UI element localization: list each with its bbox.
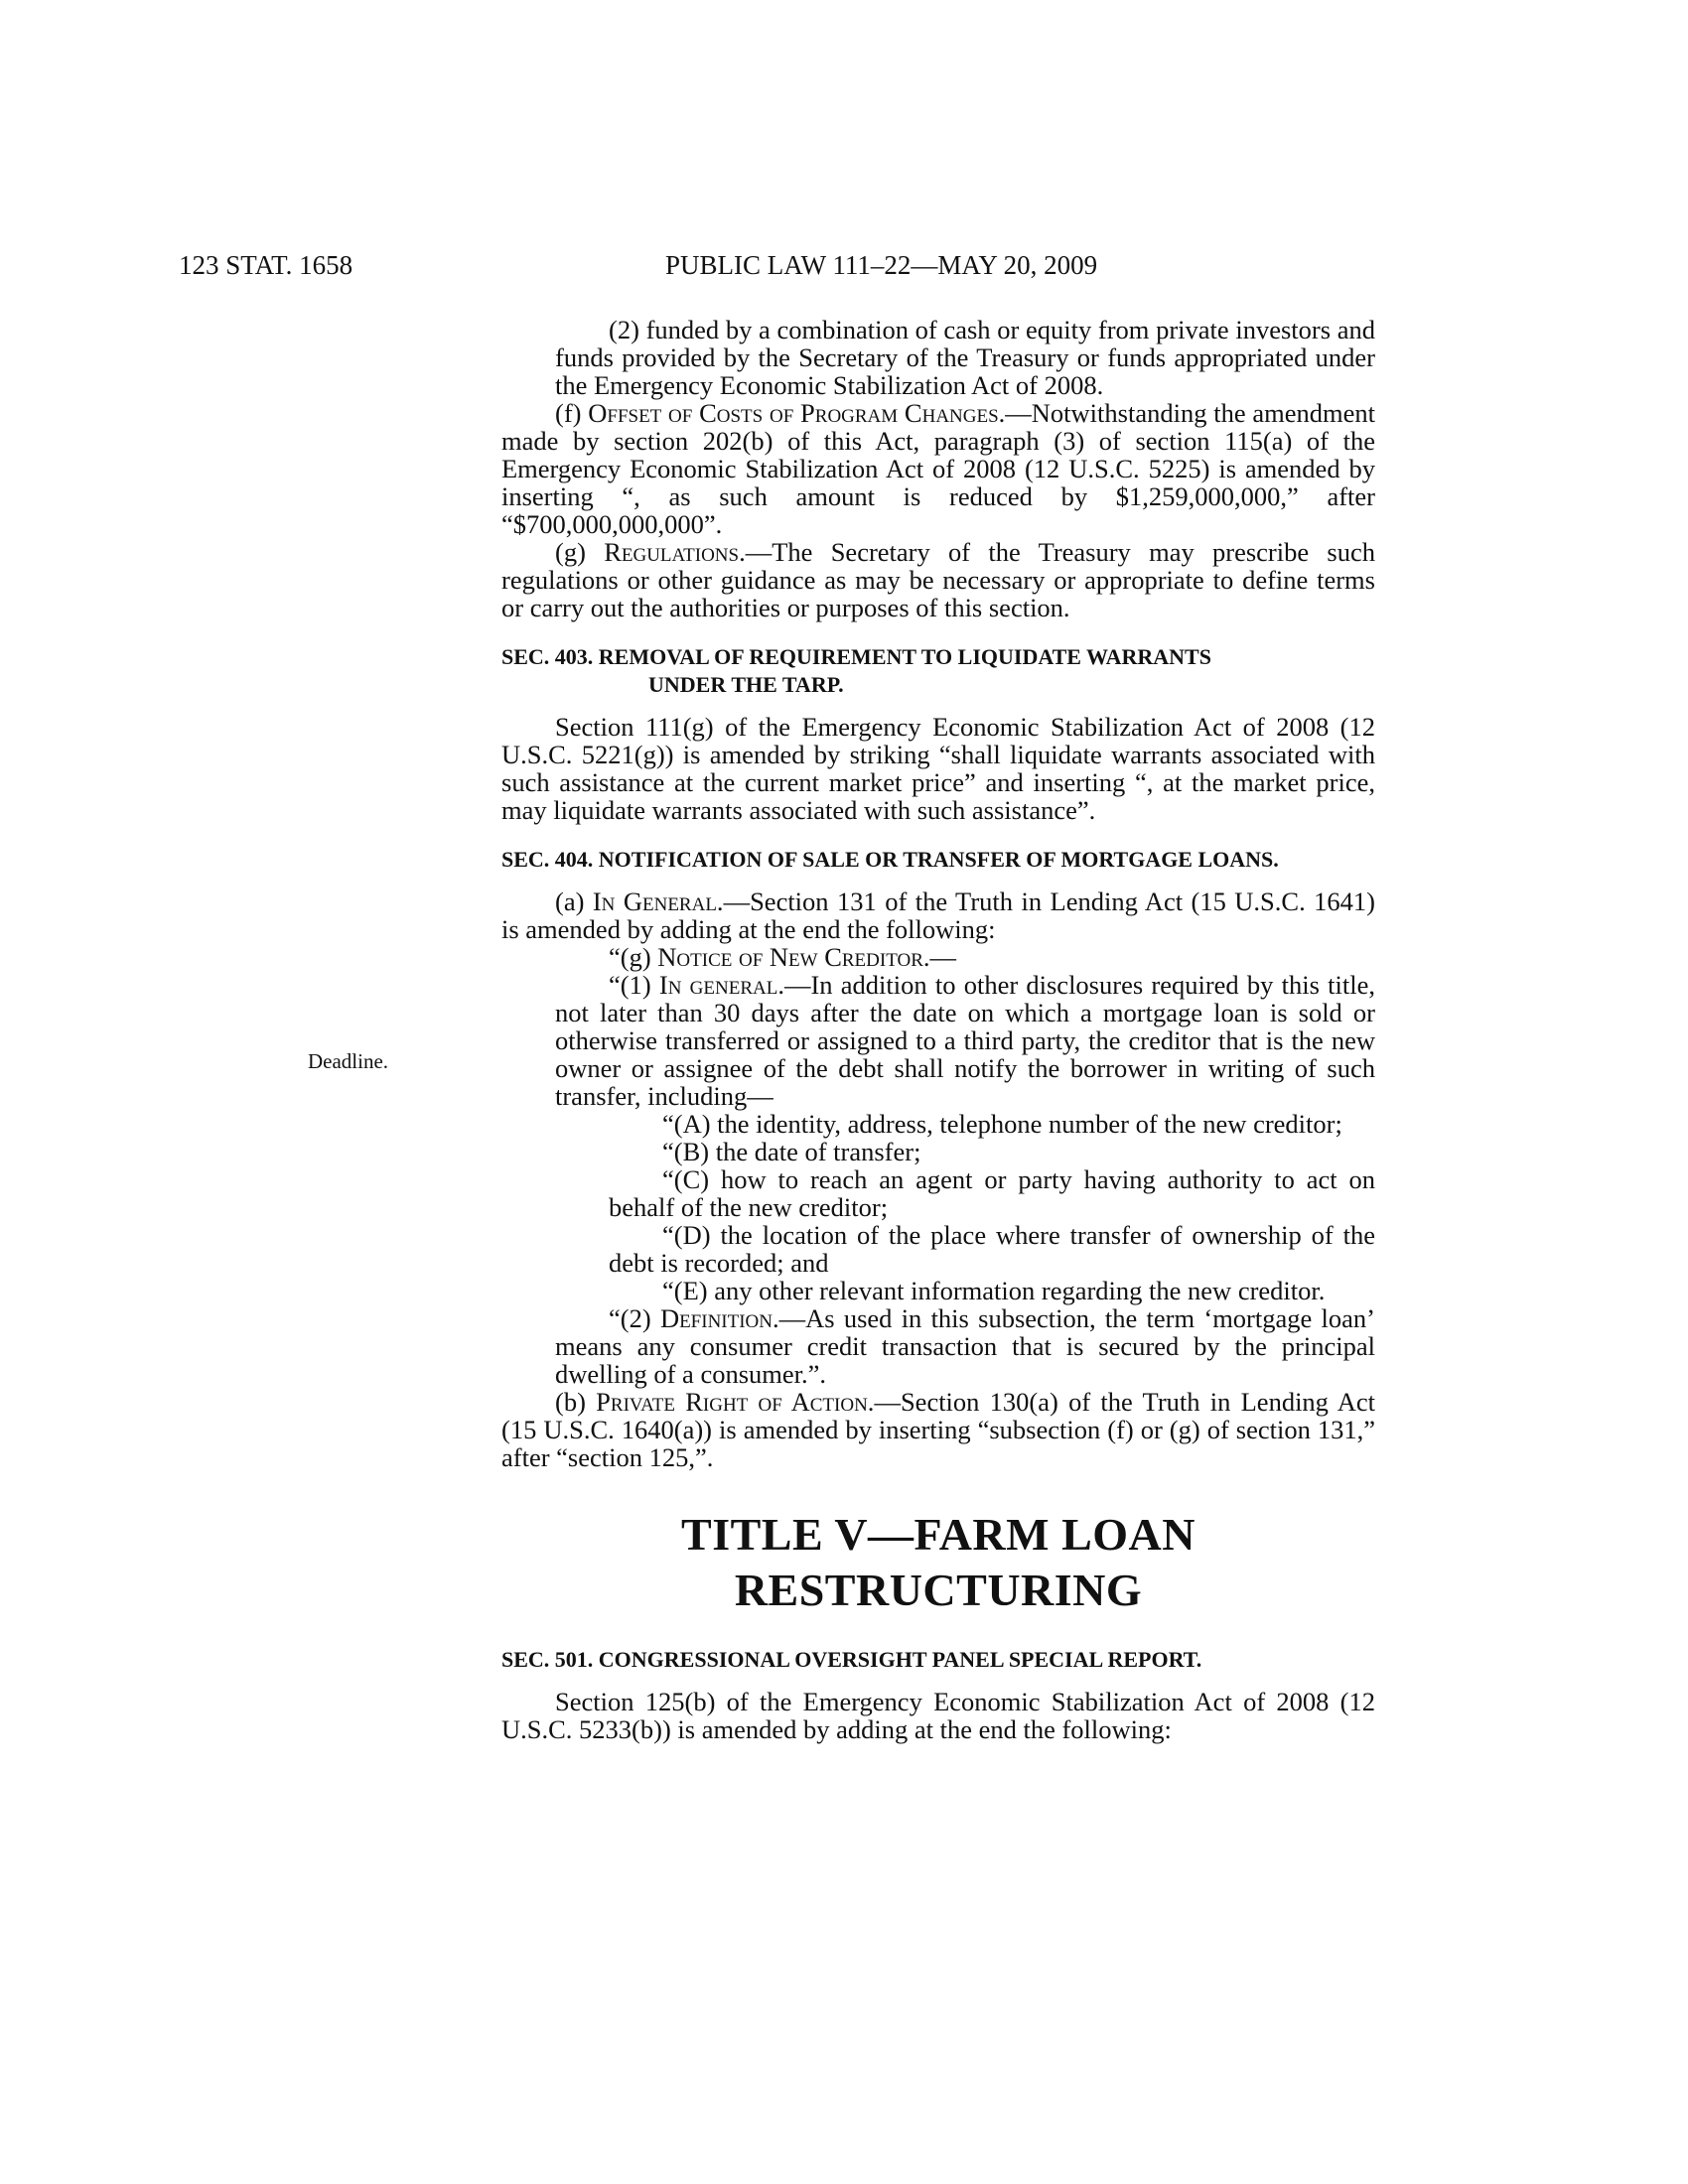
subsection-g-label: (g) [555,537,605,567]
paragraph-1-label: “(1) [609,970,659,1000]
notice-of-new-creditor [501,943,1375,971]
section-501-heading: SEC. 501. CONGRESSIONAL OVERSIGHT PANEL SPECIAL REPORT. [501,1647,1202,1672]
paragraph-2-text: —As used in this subsection, the term ‘mortgage loan’ means any consumer credit transaction that is secured by the principal dwelling of a consumer.”. [555,1303,1375,1389]
stat-page-number: 123 STAT. 1658 [179,250,353,280]
item-a: “(A) the identity, address, telephone number of the new creditor; [662,1109,1342,1139]
section-404-subsection-a [501,887,1375,943]
section-404-a-caption: In General. [592,887,724,916]
section-403-heading-line1: SEC. 403. REMOVAL OF REQUIREMENT TO LIQUIDATE WARRANTS [501,644,1211,669]
item-b: “(B) the date of transfer; [662,1137,921,1166]
body-text [501,316,1375,1743]
section-404-b-label: (b) [555,1387,597,1417]
section-403-text: Section 111(g) of the Emergency Economic Stabilization Act of 2008 (12 U.S.C. 5221(g)) is amended by striking “shall liquidate warrants associated with such assistance at the current market price” and inserting “, at the market price, may liquidate warrants associated with such assistance”. [501,712,1375,825]
page-header [179,250,1201,290]
item-e: “(E) any other relevant information regarding the new creditor. [662,1276,1326,1305]
margin-note-deadline: Deadline. [308,1049,389,1073]
subsection-g-text: —The Secretary of the Treasury may prescribe such regulations or other guidance as may be necessary or appropriate to define terms or carry out the authorities or purposes of this section. [501,537,1375,622]
running-head: PUBLIC LAW 111–22—MAY 20, 2009 [665,250,1098,280]
section-404-heading: SEC. 404. NOTIFICATION OF SALE OR TRANSFER OF MORTGAGE LOANS. [501,847,1279,872]
section-404-b-caption: Private Right of Action. [596,1387,875,1417]
subsection-f [501,399,1375,538]
paragraph-1-in-general [501,971,1375,1110]
title-v-heading: TITLE V—FARM LOAN RESTRUCTURING [681,1509,1196,1615]
subsection-f-label: (f) [555,398,589,428]
section-404-subsection-b [501,1388,1375,1471]
notice-label: “(g) [609,942,658,972]
subsection-f-caption: Offset of Costs of Program Changes. [588,398,1006,428]
paragraph-2-definition [501,1304,1375,1388]
section-404-a-text: —Section 131 of the Truth in Lending Act (15 U.S.C. 1641) is amended by adding at the end the following: [501,887,1375,944]
paragraph-1-caption: In general. [658,970,784,1000]
paragraph-e2: (2) funded by a combination of cash or equity from private investors and funds provided by the Secretary of the Treasury or funds appropriated under the Emergency Economic Stabilization Act of 2008. [555,315,1375,400]
item-c: “(C) how to reach an agent or party having authority to act on behalf of the new creditor; [609,1164,1375,1222]
section-404-a-label: (a) [555,887,593,916]
item-d: “(D) the location of the place where transfer of ownership of the debt is recorded; and [609,1220,1375,1278]
notice-dash: — [929,942,956,972]
section-403-heading [501,643,1375,699]
subsection-g [501,538,1375,621]
subsection-f-text: —Notwithstanding the amendment made by section 202(b) of this Act, paragraph (3) of section 115(a) of the Emergency Economic Stabilization Act of 2008 (12 U.S.C. 5225) is amended by inserting “, as such amount is reduced by $1,259,000,000,” after “$700,000,000,000”. [501,398,1375,539]
section-501-text: Section 125(b) of the Emergency Economic Stabilization Act of 2008 (12 U.S.C. 5233(b)) is amended by adding at the end the following: [501,1687,1375,1744]
paragraph-1-text: —In addition to other disclosures required by this title, not later than 30 days after the date on which a mortgage loan is sold or otherwise transferred or assigned to a third party, the creditor that is the new owner or assignee of the debt shall notify the borrower in writing of such transfer, including— [555,970,1375,1111]
subsection-g-caption: Regulations. [604,537,746,567]
paragraph-2-caption: Definition. [659,1303,779,1333]
paragraph-2-label: “(2) [609,1303,660,1333]
section-403-heading-line2: UNDER THE TARP. [648,672,844,697]
section-404-b-text: —Section 130(a) of the Truth in Lending Act (15 U.S.C. 1640(a)) is amended by inserting “subsection (f) or (g) of section 131,” after “section 125,”. [501,1387,1375,1472]
notice-caption: Notice of New Creditor. [657,942,930,972]
